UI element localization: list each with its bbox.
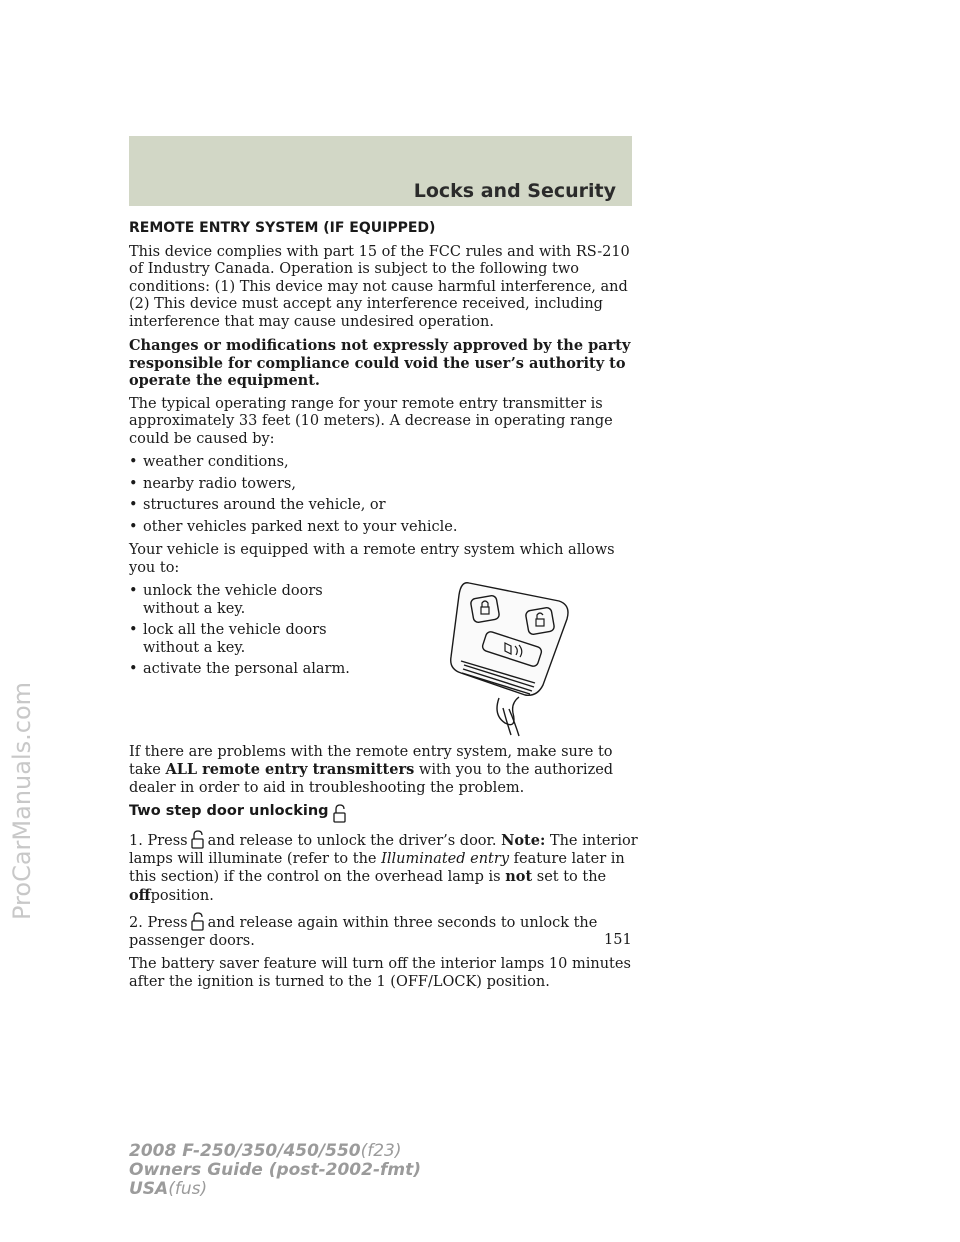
two-step-heading: Two step door unlocking xyxy=(129,803,644,823)
feature-row xyxy=(129,583,644,744)
problems-paragraph: If there are problems with the remote entry system, make sure to take ALL remote entry transmitters with you to the authorized dealer in order to aid in troubleshooting the problem. xyxy=(129,743,614,796)
unlock-icon xyxy=(331,803,349,823)
unlock-icon xyxy=(190,829,206,849)
step-2-paragraph: 2. Press and release again within three seconds to unlock the passenger doors. xyxy=(129,911,644,950)
features-list xyxy=(129,583,379,738)
battery-saver-paragraph: The battery saver feature will turn off the interior lamps 10 minutes after the ignition is turned to the 1 (OFF/LOCK) position. xyxy=(129,956,631,990)
range-paragraph: The typical operating range for your remote entry transmitter is approximately 33 feet (10 meters). A decrease in operating range could be caused by: xyxy=(129,395,613,447)
section-title: Locks and Security xyxy=(413,180,616,202)
features-intro: Your vehicle is equipped with a remote entry system which allows you to: xyxy=(129,542,615,576)
footer-guide-line: Owners Guide (post-2002-fmt) xyxy=(129,1160,422,1180)
document-footer xyxy=(129,1142,421,1199)
list-item: • activate the personal alarm. xyxy=(129,661,379,679)
key-fob-illustration xyxy=(439,573,579,744)
list-item: • nearby radio towers, xyxy=(129,476,644,494)
watermark: ProCarManuals.com xyxy=(8,681,36,920)
step-1-paragraph: 1. Press and release to unlock the driver’s door. Note: The interior lamps will illuminate (refer to the Illuminated entry feature later in this section) if the control on the overhead lamp is not set to the offposition. xyxy=(129,829,644,905)
range-causes-list xyxy=(129,454,644,536)
list-item: • structures around the vehicle, or xyxy=(129,497,644,515)
warning-paragraph: Changes or modifications not expressly approved by the party responsible for compliance could void the user’s authority to operate the equipment. xyxy=(129,337,631,389)
footer-market-line: USA(fus) xyxy=(129,1179,208,1199)
footer-model-line: 2008 F-250/350/450/550(f23) xyxy=(129,1141,402,1161)
list-item: • unlock the vehicle doors without a key. xyxy=(129,583,379,618)
list-item: • lock all the vehicle doors without a key. xyxy=(129,622,379,657)
list-item: • weather conditions, xyxy=(129,454,644,472)
key-fob-icon xyxy=(439,573,579,738)
fcc-paragraph: This device complies with part 15 of the FCC rules and with RS-210 of Industry Canada. Operation is subject to the following two conditions: (1) This device may not cause harmful interference, and (2) This device must accept any interference received, including interference that may cause undesired operation. xyxy=(129,243,630,330)
header-band xyxy=(129,136,632,206)
page-content xyxy=(129,220,644,997)
unlock-icon xyxy=(190,911,206,931)
section-heading: REMOTE ENTRY SYSTEM (IF EQUIPPED) xyxy=(129,220,436,236)
page-number: 151 xyxy=(604,932,632,948)
list-item: • other vehicles parked next to your vehicle. xyxy=(129,519,644,537)
